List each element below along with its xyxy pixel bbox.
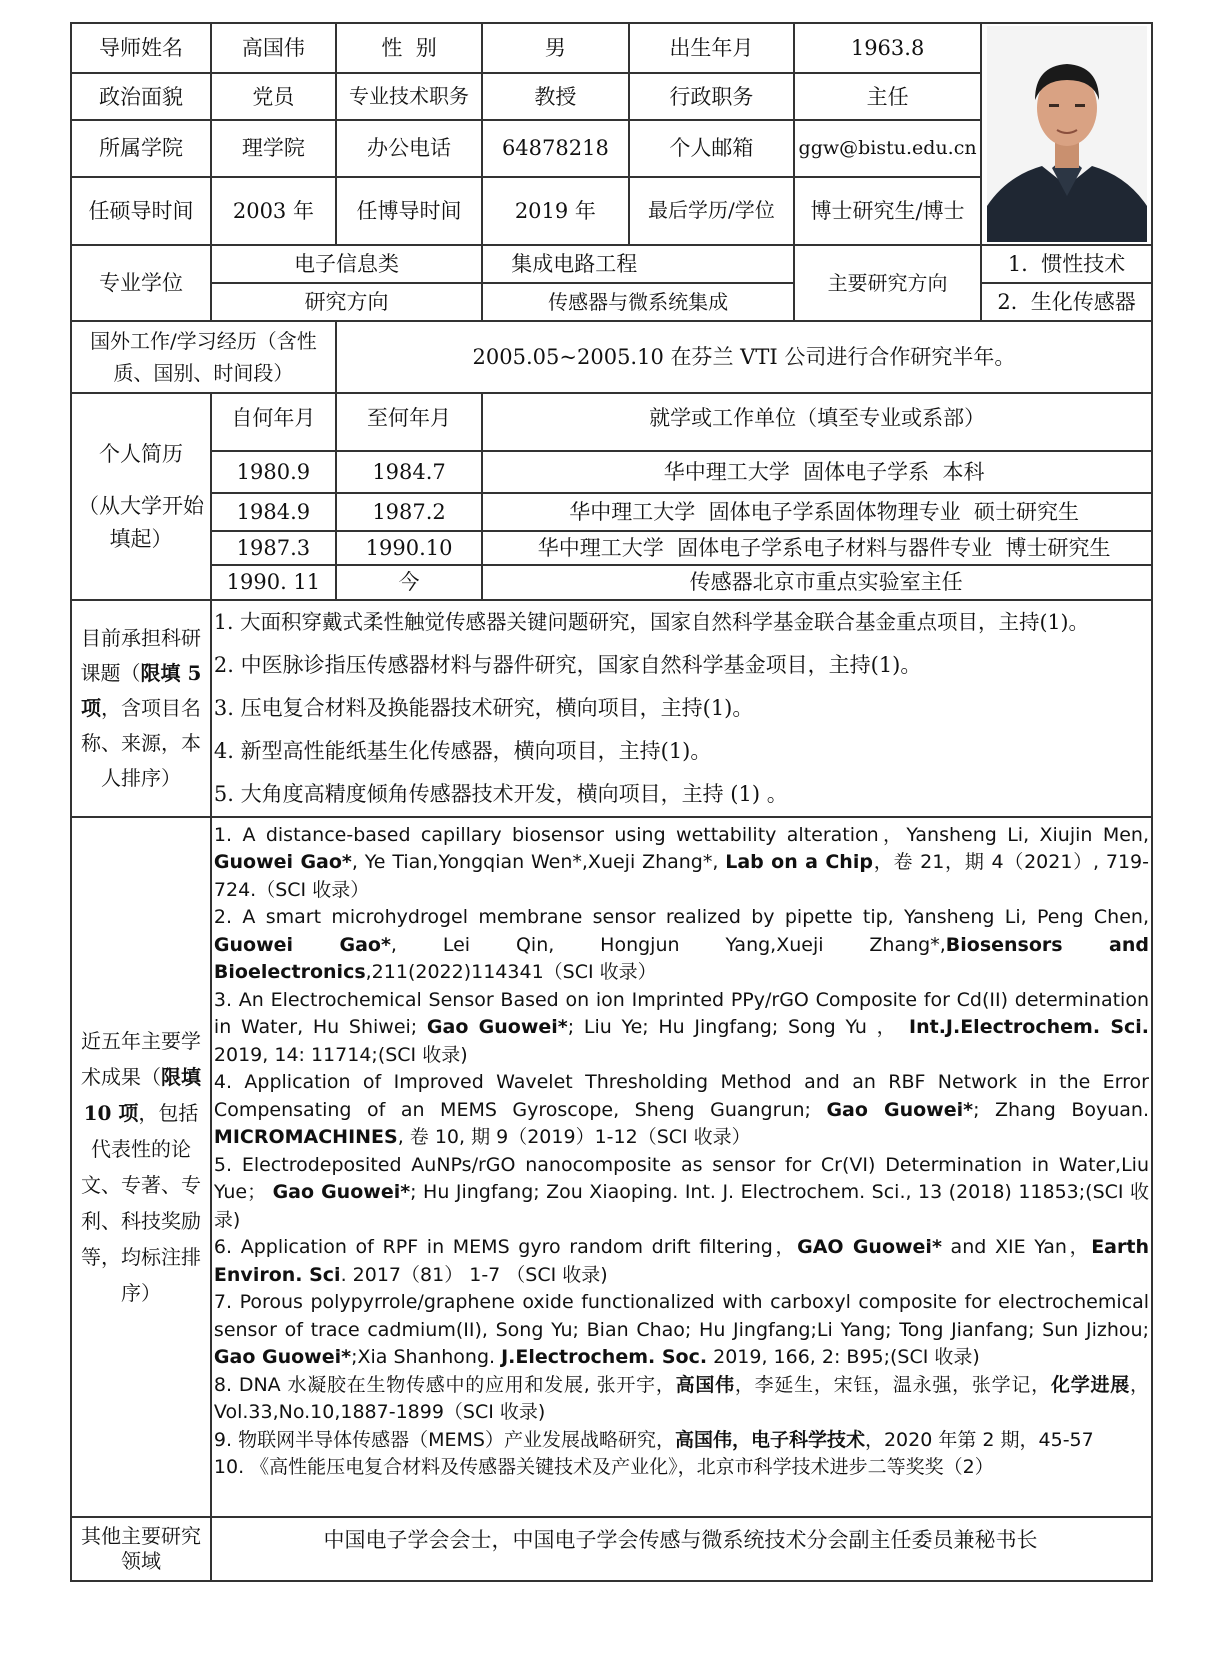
resume-row-from: 1990. 11 xyxy=(211,565,336,599)
achievement-item: 6. Application of RPF in MEMS gyro random drift filtering，GAO Guowei* and XIE Yan，Earth Environ. Sci. 2017（81） 1-7 （SCI 收录) xyxy=(213,1236,1149,1286)
degree-field: 集成电路工程 xyxy=(482,245,794,283)
phone-label: 办公电话 xyxy=(336,120,482,176)
other-text: 中国电子学会会士，中国电子学会传感与微系统技术分会副主任委员兼秘书长 xyxy=(211,1517,1152,1581)
resume-title: 个人简历 xyxy=(98,441,183,466)
col-unit-header: 就学或工作单位（填至专业或系部） xyxy=(482,393,1152,451)
college-label: 所属学院 xyxy=(71,120,211,176)
admin-label: 行政职务 xyxy=(629,73,795,120)
college-value: 理学院 xyxy=(211,120,336,176)
project-item: 4. 新型高性能纸基生化传感器，横向项目，主持(1)。 xyxy=(213,738,712,763)
projects-label xyxy=(71,600,211,817)
achievement-item: 5. Electrodeposited AuNPs/rGO nanocomposite as sensor for Cr(VI) Determination in Water,Liu Yue； Gao Guowei*; Hu Jingfang; Zou Xiaoping. Int. J. Electrochem. Sci., 13 (2018) 11853;(SCI 收录) xyxy=(213,1153,1149,1231)
projects-label-c: ，含项目名称、来源，本人排序） xyxy=(80,695,201,790)
resume-row-from: 1984.9 xyxy=(211,493,336,531)
degree-value: 博士研究生/博士 xyxy=(794,177,981,245)
resume-row-unit: 华中理工大学 固体电子学系固体物理专业 硕士研究生 xyxy=(482,493,1152,531)
achievement-item: 8. DNA 水凝胶在生物传感中的应用和发展, 张开宇，高国伟，李延生，宋钰，温永强，张学记，化学进展，Vol.33,No.10,1887-1899（SCI 收录) xyxy=(213,1373,1149,1424)
email-label: 个人邮箱 xyxy=(629,120,795,176)
resume-row-to: 1990.10 xyxy=(336,531,482,565)
resume-row-to: 1984.7 xyxy=(336,451,482,493)
portrait-image xyxy=(987,26,1147,242)
tutor-form xyxy=(70,22,1153,1612)
direction-value: 传感器与微系统集成 xyxy=(482,283,794,321)
abroad-text: 2005.05~2005.10 在芬兰 VTI 公司进行合作研究半年。 xyxy=(336,321,1152,393)
professional-degree-label: 专业学位 xyxy=(71,245,211,321)
achievements-list xyxy=(211,817,1152,1517)
project-item: 2. 中医脉诊指压传感器材料与器件研究，国家自然科学基金项目，主持(1)。 xyxy=(213,652,922,677)
resume-row-unit: 传感器北京市重点实验室主任 xyxy=(482,565,1152,599)
resume-label xyxy=(71,393,211,600)
achievement-item: 1. A distance-based capillary biosensor using wettability alteration，Yansheng Li, Xiujin Men, Guowei Gao*, Ye Tian,Yongqian Wen*,Xueji Zhang*, Lab on a Chip，卷 21，期 4（2021）, 719-724.（SCI 收录） xyxy=(213,823,1149,901)
achievements-label-c: ，包括代表性的论文、专著、专利、科技奖励等，均标注排序） xyxy=(80,1100,201,1305)
project-item: 1. 大面积穿戴式柔性触觉传感器关键问题研究，国家自然科学基金联合基金重点项目，主持(1)。 xyxy=(213,609,1090,634)
projects-label-a: 目前承担科研课题（ xyxy=(80,625,201,685)
main-direction-label: 主要研究方向 xyxy=(794,245,981,321)
degree-label: 最后学历/学位 xyxy=(629,177,795,245)
achievements-label-limit: 限填 10 项 xyxy=(83,1064,201,1125)
resume-row-unit: 华中理工大学 固体电子学系电子材料与器件专业 博士研究生 xyxy=(482,531,1152,565)
col-to-header: 至何年月 xyxy=(336,393,482,451)
main-direction-2: 2. 生化传感器 xyxy=(981,283,1152,321)
name-label: 导师姓名 xyxy=(71,23,211,73)
achievement-item: 10. 《高性能压电复合材料及传感器关键技术及产业化》，北京市科学技术进步二等奖奖（2） xyxy=(213,1456,994,1479)
achievement-item: 7. Porous polypyrrole/graphene oxide functionalized with carboxyl composite for electrochemical sensor of trace cadmium(II), Song Yu; Bian Chao; Hu Jingfang;Li Yang; Tong Jianfang; Sun Jizhou; Gao Guowei*;Xia Shanhong. J.Electrochem. Soc. 2019, 166, 2: B95;(SCI 收录) xyxy=(213,1291,1149,1369)
politics-label: 政治面貌 xyxy=(71,73,211,120)
sex-label: 性 别 xyxy=(336,23,482,73)
title-value: 教授 xyxy=(482,73,628,120)
tutor-info-table xyxy=(70,22,1153,1582)
title-label: 专业技术职务 xyxy=(336,73,482,120)
resume-note: （从大学开始填起） xyxy=(77,494,204,551)
sex-value: 男 xyxy=(482,23,628,73)
direction-label: 研究方向 xyxy=(211,283,482,321)
projects-list xyxy=(211,600,1152,817)
achievement-item: 2. A smart microhydrogel membrane sensor realized by pipette tip, Yansheng Li, Peng Chen, Guowei Gao*, Lei Qin, Hongjun Yang,Xueji Zhang*,Biosensors and Bioelectronics,211(2022)114341（SCI 收录） xyxy=(213,906,1149,984)
other-label: 其他主要研究领域 xyxy=(71,1517,211,1581)
politics-value: 党员 xyxy=(211,73,336,120)
name-value: 高国伟 xyxy=(211,23,336,73)
resume-row-to: 1987.2 xyxy=(336,493,482,531)
phd-tutor-value: 2019 年 xyxy=(482,177,628,245)
achievement-item: 4. Application of Improved Wavelet Thresholding Method and an RBF Network in the Error Compensating of an MEMS Gyroscope, Sheng Guangrun; Gao Guowei*; Zhang Boyuan. MICROMACHINES, 卷 10, 期 9（2019）1-12（SCI 收录） xyxy=(213,1071,1149,1149)
col-from-header: 自何年月 xyxy=(211,393,336,451)
portrait-photo xyxy=(981,23,1152,245)
phd-tutor-label: 任博导时间 xyxy=(336,177,482,245)
birth-label: 出生年月 xyxy=(629,23,795,73)
resume-row-from: 1987.3 xyxy=(211,531,336,565)
resume-row-from: 1980.9 xyxy=(211,451,336,493)
admin-value: 主任 xyxy=(794,73,981,120)
resume-row-unit: 华中理工大学 固体电子学系 本科 xyxy=(482,451,1152,493)
achievement-item: 3. An Electrochemical Sensor Based on ion Imprinted PPy/rGO Composite for Cd(II) determination in Water, Hu Shiwei; Gao Guowei*; Liu Ye; Hu Jingfang; Song Yu ， Int.J.Electrochem. Sci. 2019, 14: 11714;(SCI 收录) xyxy=(213,988,1150,1066)
abroad-label: 国外工作/学习经历（含性质、国别、时间段） xyxy=(71,321,336,393)
project-item: 5. 大角度高精度倾角传感器技术开发，横向项目，主持 (1) 。 xyxy=(213,781,788,806)
master-tutor-label: 任硕导时间 xyxy=(71,177,211,245)
achievement-item: 9. 物联网半导体传感器（MEMS）产业发展战略研究，高国伟，电子科学技术，2020 年第 2 期，45-57 xyxy=(213,1428,1094,1451)
resume-row-to: 今 xyxy=(336,565,482,599)
degree-category: 电子信息类 xyxy=(211,245,482,283)
project-item: 3. 压电复合材料及换能器技术研究，横向项目，主持(1)。 xyxy=(213,695,754,720)
achievements-label-a: 近五年主要学术成果（ xyxy=(80,1028,201,1089)
master-tutor-value: 2003 年 xyxy=(211,177,336,245)
email-value: ggw@bistu.edu.cn xyxy=(794,120,981,176)
projects-label-limit: 限填 5 项 xyxy=(80,660,202,720)
achievements-label xyxy=(71,817,211,1517)
main-direction-1: 1. 惯性技术 xyxy=(981,245,1152,283)
phone-value: 64878218 xyxy=(482,120,628,176)
birth-value: 1963.8 xyxy=(794,23,981,73)
